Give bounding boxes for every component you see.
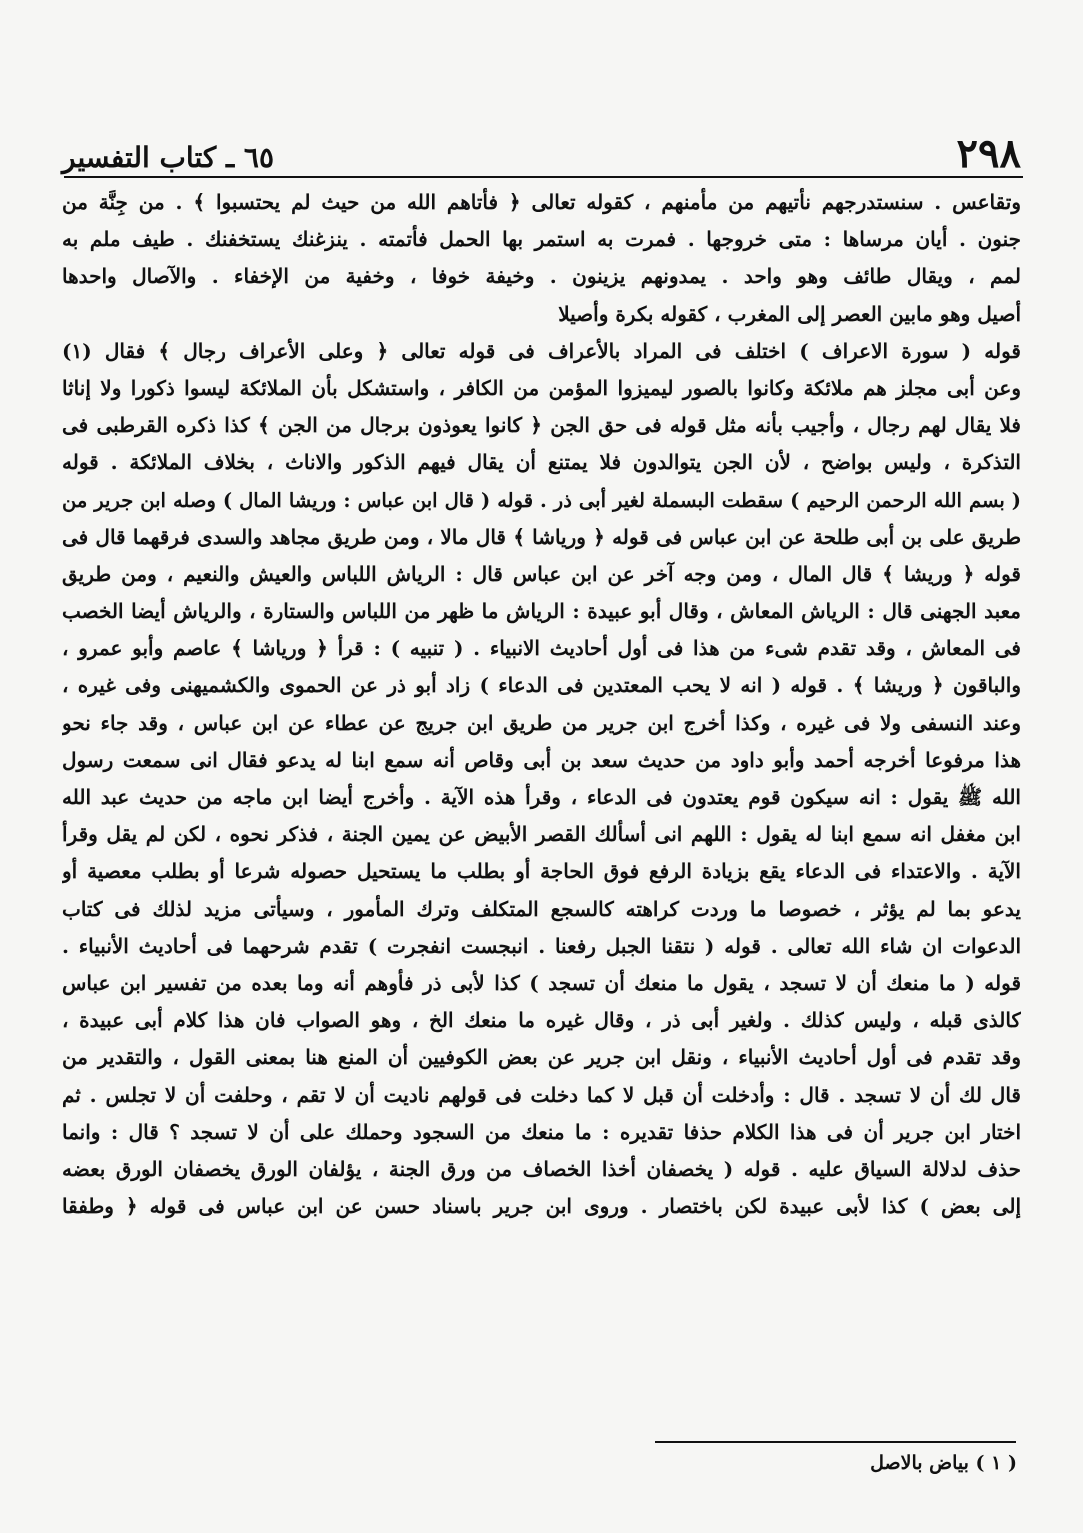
text-line: إلى بعض ) كذا لأبى عبيدة لكن باختصار . وروى ابن جرير باسناد حسن عن ابن عباس فى قوله ﴿ وطفقا: [62, 1194, 1021, 1219]
text-line: حذف لدلالة السياق عليه . قوله ( يخصفان أخذا الخصاف من ورق الجنة ، يؤلفان الورق يخصفان الورق بعضه: [62, 1156, 1021, 1181]
chapter-title: ٦٥ ـ كتاب التفسير: [62, 141, 274, 174]
text-line: ابن مغفل انه سمع ابنا له يقول : اللهم انى أسألك القصر الأبيض عن يمين الجنة ، فذكر نحوه ، لكن لم يقل وقرأ: [62, 822, 1021, 847]
text-line: وعند النسفى ولا فى غيره ، وكذا أخرج ابن جرير من طريق ابن جريج عن عطاء عن ابن عباس ، وقد جاء نحو: [62, 710, 1021, 735]
text-line: أصيل وهو مابين العصر إلى المغرب ، كقوله بكرة وأصيلا: [558, 301, 1021, 326]
text-line: اختار ابن جرير أن فى هذا الكلام حذفا تقديره : ما منعك من السجود وحملك على أن لا تسجد ؟ قال : وانما: [62, 1119, 1021, 1144]
text-line: وعن أبى مجلز هم ملائكة وكانوا بالصور ليميزوا المؤمن من الكافر ، واستشكل بأن الملائكة ليسوا ذكورا ولا إناثا: [62, 375, 1021, 400]
text-line: التذكرة ، وليس بواضح ، لأن الجن يتوالدون فلا يمتنع أن يقال فيهم الذكور والاناث ، بخلاف الملائكة . قوله: [62, 450, 1021, 475]
page-header: [62, 128, 1021, 177]
text-line: جنون . أيان مرساها : متى خروجها . فمرت به استمر بها الحمل فأتمته . ينزغنك يستخفنك . طيف ملم به: [62, 227, 1021, 252]
text-line: ( بسم الله الرحمن الرحيم ) سقطت البسملة لغير أبى ذر . قوله ( قال ابن عباس : وريشا المال ) وصله ابن جرير من: [62, 488, 1021, 512]
text-line: وقد تقدم فى أول أحاديث الأنبياء ، ونقل ابن جرير عن بعض الكوفيين أن المنع هنا بمعنى القول ، والتقدير من: [62, 1045, 1021, 1070]
text-line: فى المعاش ، وقد تقدم شىء من هذا فى أول أحاديث الانبياء . ( تنبيه ) : قرأ ﴿ ورياشا ﴾ عاصم وأبو عمرو ،: [62, 636, 1021, 661]
text-line: معبد الجهنى قال : الرياش المعاش ، وقال أبو عبيدة : الرياش ما ظهر من اللباس والستارة ، والرياش أيضا الخصب: [62, 599, 1021, 624]
text-line: كالذى قبله ، وليس كذلك . ولغير أبى ذر ، وقال غيره ما منعك الخ ، وهو الصواب فان هذا كلام أبى عبيدة ،: [62, 1008, 1021, 1033]
body-text: [62, 184, 1021, 1436]
header-rule: [64, 176, 1023, 178]
text-line: وتقاعس . سنستدرجهم نأتيهم من مأمنهم ، كقوله تعالى ﴿ فأتاهم الله من حيث لم يحتسبوا ﴾ . من جِنَّة من: [62, 190, 1021, 214]
text-line: قال لك أن لا تسجد . قال : وأدخلت أن قبل لا كما دخلت فى قولهم ناديت أن لا تقم ، وحلفت أن لا تجلس . ثم: [62, 1082, 1021, 1107]
text-line: قوله ﴿ وريشا ﴾ قال المال ، ومن وجه آخر عن ابن عباس قال : الرياش اللباس والعيش والنعيم ، ومن طريق: [62, 561, 1021, 586]
text-line: الدعوات ان شاء الله تعالى . قوله ( نتقنا الجبل رفعنا . انبجست انفجرت ) تقدم شرحهما فى أحاديث الأنبياء .: [62, 933, 1021, 958]
text-line: قوله ( ما منعك أن لا تسجد ، يقول ما منعك أن تسجد ) كذا لأبى ذر فأوهم أنه وما بعده من تفسير ابن عباس: [62, 970, 1021, 995]
text-line: هذا مرفوعا أخرجه أحمد وأبو داود من حديث سعد بن أبى وقاص أنه سمع ابنا له يدعو فقال انى سمعت رسول: [62, 747, 1021, 772]
text-line: لمم ، ويقال طائف وهو واحد . يمدونهم يزينون . وخيفة خوفا ، وخفية من الإخفاء . والآصال واحدها: [62, 264, 1021, 289]
text-line: فلا يقال لهم رجال ، وأجيب بأنه مثل قوله فى حق الجن ﴿ كانوا يعوذون برجال من الجن ﴾ كذا ذكره القرطبى فى: [62, 413, 1021, 438]
text-line: الله ﷺ يقول : انه سيكون قوم يعتدون فى الدعاء ، وقرأ هذه الآية . وأخرج أيضا ابن ماجه من حديث عبد الله: [62, 785, 1021, 809]
text-line: الآية . والاعتداء فى الدعاء يقع بزيادة الرفع فوق الحاجة أو بطلب ما يستحيل حصوله شرعا أو بطلب معصية أو: [62, 859, 1021, 884]
footnote: ( ١ ) بياض بالاصل: [870, 1452, 1017, 1474]
footnote-rule: [655, 1441, 1016, 1443]
page-number: ٢٩٨: [956, 130, 1021, 177]
text-line: قوله ( سورة الاعراف ) اختلف فى المراد بالأعراف فى قوله تعالى ﴿ وعلى الأعراف رجال ﴾ فقال (١): [62, 338, 1021, 363]
text-line: والباقون ﴿ وريشا ﴾ . قوله ( انه لا يحب المعتدين فى الدعاء ) زاد أبو ذر عن الحموى والكشميهنى وفى غيره ،: [62, 673, 1021, 698]
text-line: يدعو بما لم يؤثر ، خصوصا ما وردت كراهته كالسجع المتكلف وترك المأمور ، وسيأتى مزيد لذلك فى كتاب: [62, 896, 1021, 921]
text-line: طريق على بن أبى طلحة عن ابن عباس فى قوله ﴿ ورياشا ﴾ قال مالا ، ومن طريق مجاهد والسدى فرقهما قال فى: [62, 524, 1021, 549]
